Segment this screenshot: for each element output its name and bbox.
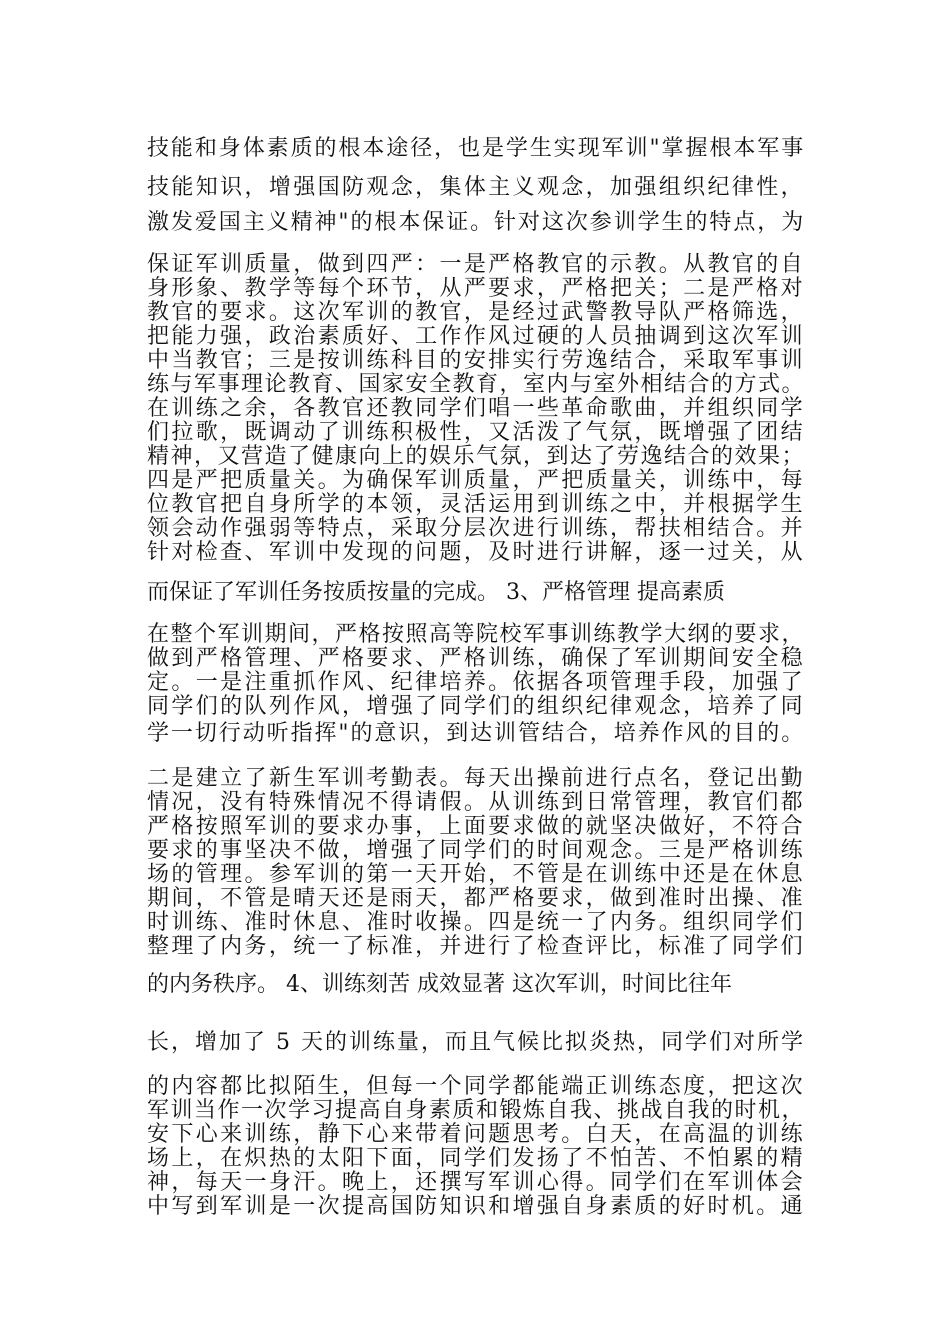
text-line: 领会动作强弱等特点，采取分层次进行训练，帮扶相结合。并 [147,516,806,541]
text-line: 学一切行动听指挥"的意识，到达训管结合，培养作风的目的。 [147,721,806,746]
text-line: 同学们的队列作风，增强了同学们的组织纪律观念，培养了同 [147,694,806,719]
text-line: 而保证了军训任务按质按量的完成。 3、严格管理 提高素质 [147,580,725,605]
text-line: 中当教官；三是按训练科目的安排实行劳逸结合，采取军事训 [147,348,806,373]
text-line: 二是建立了新生军训考勤表。每天出操前进行点名，登记出勤 [147,766,806,791]
text-line: 安下心来训练，静下心来带着问题思考。白天，在高温的训练 [147,1122,806,1147]
text-line: 练与军事理论教育、国家安全教育，室内与室外相结合的方式。 [147,372,806,397]
text-line: 精神，又营造了健康向上的娱乐气氛，到达了劳逸结合的效果； [147,444,806,469]
text-line: 的内容都比拟陌生，但每一个同学都能端正训练态度，把这次 [147,1074,806,1099]
text-line: 做到严格管理、严格要求、严格训练，确保了军训期间安全稳 [147,646,806,671]
text-line: 在整个军训期间，严格按照高等院校军事训练教学大纲的要求， [147,622,806,647]
text-line: 场上，在炽热的太阳下面，同学们发扬了不怕苦、不怕累的精 [147,1146,806,1171]
text-line: 神，每天一身汗。晚上，还撰写军训心得。同学们在军训体会 [147,1170,806,1195]
text-line: 四是严把质量关。为确保军训质量，严把质量关，训练中，每 [147,468,806,493]
text-line: 们拉歌，既调动了训练积极性，又活泼了气氛，既增强了团结 [147,420,806,445]
text-line: 的内务秩序。 4、训练刻苦 成效显著 这次军训，时间比往年 [147,972,732,997]
text-line: 技能知识，增强国防观念，集体主义观念，加强组织纪律性， [147,175,806,200]
text-line: 期间，不管是晴天还是雨天，都严格要求，做到准时出操、准 [147,886,806,911]
text-line: 中写到军训是一次提高国防知识和增强自身素质的好时机。通 [147,1194,806,1219]
text-line: 保证军训质量，做到四严：一是严格教官的示教。从教官的自 [147,252,806,277]
text-line: 激发爱国主义精神"的根本保证。针对这次参训学生的特点，为 [147,210,806,235]
text-line: 整理了内务，统一了标准，并进行了检查评比，标准了同学们 [147,934,806,959]
text-line: 教官的要求。这次军训的教官，是经过武警教导队严格筛选， [147,300,806,325]
text-line: 场的管理。参军训的第一天开始，不管是在训练中还是在休息 [147,862,806,887]
text-line: 位教官把自身所学的本领，灵活运用到训练之中，并根据学生 [147,492,806,517]
text-line: 技能和身体素质的根本途径，也是学生实现军训"掌握根本军事 [147,136,806,161]
text-line: 严格按照军训的要求办事，上面要求做的就坚决做好，不符合 [147,814,806,839]
text-line: 定。一是注重抓作风、纪律培养。依据各项管理手段，加强了 [147,670,806,695]
text-line: 要求的事坚决不做，增强了同学们的时间观念。三是严格训练 [147,838,806,863]
text-line: 针对检查、军训中发现的问题，及时进行讲解，逐一过关，从 [147,540,806,565]
text-line: 长，增加了 5 天的训练量，而且气候比拟炎热，同学们对所学 [147,1030,805,1055]
text-line: 军训当作一次学习提高自身素质和锻炼自我、挑战自我的时机， [147,1098,806,1123]
text-line: 时训练、准时休息、准时收操。四是统一了内务。组织同学们 [147,910,806,935]
text-line: 把能力强，政治素质好、工作作风过硬的人员抽调到这次军训 [147,324,806,349]
text-line: 在训练之余，各教官还教同学们唱一些革命歌曲，并组织同学 [147,396,806,421]
text-line: 情况，没有特殊情况不得请假。从训练到日常管理，教官们都 [147,790,806,815]
text-line: 身形象、教学等每个环节，从严要求，严格把关；二是严格对 [147,276,806,301]
